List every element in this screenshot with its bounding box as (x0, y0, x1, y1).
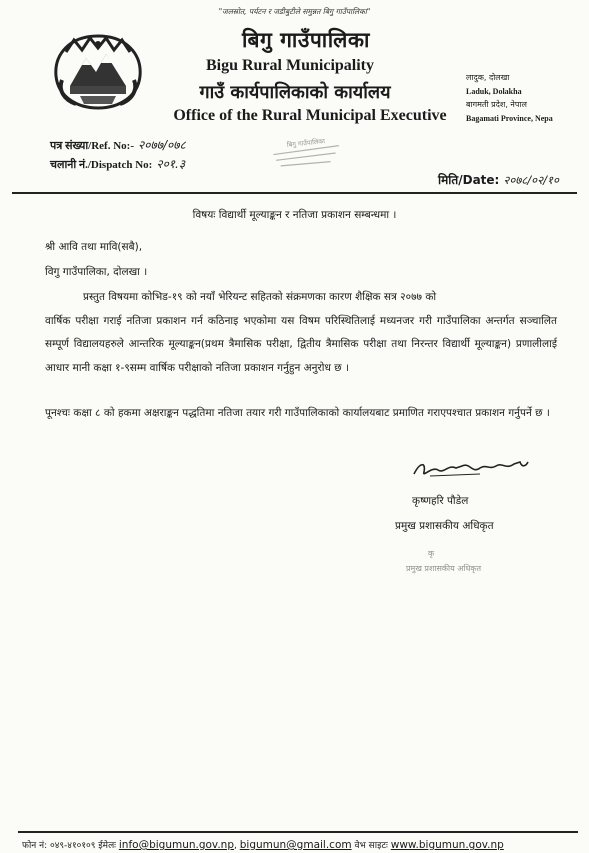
header-divider (12, 192, 577, 194)
office-stamp (268, 135, 347, 181)
signatory-title: प्रमुख प्रशासकीय अधिकृत (395, 520, 494, 532)
footer-contact: फोन नं: ०४९-४१०१०९ ईमेलः info@bigumun.gov.np, bigumun@gmail.com वेभ साइटः www.bigumun.gov.np (22, 839, 504, 851)
faded-stamp-title: प्रमुख प्रशासकीय अधिकृत (406, 564, 482, 573)
address-np-1: लादुक, दोलखा (466, 73, 510, 82)
address-en-1: Laduk, Dolakha (466, 87, 522, 96)
footer-email-label: ईमेलः (98, 841, 116, 851)
recipient-line-2: विगु गाउँपालिका, दोलखा । (45, 266, 148, 278)
address-np-2: बागमती प्रदेश, नेपाल (466, 100, 527, 109)
address-en-2: Bagamati Province, Nepa (466, 114, 553, 123)
letter-subject: विषयः विद्यार्थी मूल्याङ्कन र नतिजा प्रकाशन सम्बन्धमा । (192, 209, 397, 221)
office-name-en: Office of the Rural Municipal Executive (173, 107, 447, 124)
signature-icon (410, 456, 530, 482)
footer-email-info-link[interactable]: info@bigumun.gov.np (118, 839, 234, 851)
date-label: मिति/Date: (438, 173, 500, 187)
footer-web-label: वेभ साइटः (354, 841, 388, 851)
paragraph-1 (45, 286, 557, 380)
footer-divider (18, 831, 578, 833)
nepal-emblem-icon (48, 30, 148, 112)
signatory-name: कृष्णहरि पौडेल (412, 495, 469, 507)
reference-number (50, 136, 186, 153)
dispatch-number (50, 155, 185, 172)
slogan: "जलस्रोत, पर्यटन र जडीबुटीले समुन्नत बिगु गाउँपालिका" (218, 7, 371, 16)
date-value: २०७८/०२/१० (503, 173, 559, 187)
ref-value: २०७७/०७८ (138, 138, 186, 152)
municipality-name-en: Bigu Rural Municipality (205, 57, 375, 74)
municipality-name-np: बिगु गाउँपालिका (242, 28, 370, 52)
recipient-line-1: श्री आवि तथा मावि(सबै), (45, 241, 143, 253)
footer-website-link[interactable]: www.bigumun.gov.np (390, 839, 504, 851)
letter-date (438, 171, 559, 188)
paragraph-1-body: वार्षिक परीक्षा गराई नतिजा प्रकाशन गर्न कठिनाइ भएकोमा यस विषम परिस्थितिलाई मध्यनजर गरी गाउँपालिका अन्तर्गत सञ्चालित सम्पूर्ण विद्यालयहरुले आन्तरिक मूल्याङ्कन(प्रथम त्रैमासिक परीक्षा, द्वितीय त्रैमासिक परीक्षा तथा निरन्तर विद्यार्थी मूल्याङ्कन) प्रणालीलाई आधार मानी कक्षा १-९सम्म वार्षिक परीक्षाको नतिजा प्रकाशन गर्नुहुन अनुरोध छ । (45, 314, 557, 374)
footer-phone: फोन नं: ०४९-४१०१०९ (22, 841, 96, 851)
office-name-np: गाउँ कार्यपालिकाको कार्यालय (199, 82, 391, 103)
paragraph-2: पूनश्चः कक्षा ८ को हकमा अक्षराङ्कन पद्धतिमा नतिजा तयार गरी गाउँपालिकाको कार्यालयबाट प्रमाणित गराएपश्चात प्रकाशन गर्नुपर्ने छ । (45, 407, 550, 419)
dispatch-value: २०१.३ (156, 157, 186, 171)
dispatch-label: चलानी नं./Dispatch No: (50, 159, 153, 171)
stamp-text: बिगु गाउँपालिका (286, 137, 326, 150)
faded-stamp-name: कृ (428, 549, 435, 558)
footer-email-gmail-link[interactable]: bigumun@gmail.com (239, 839, 352, 851)
ref-label: पत्र संख्या/Ref. No:- (50, 140, 134, 152)
paragraph-1-first-line: प्रस्तुत विषयमा कोभिड-१९ को नयाँ भेरियन्ट सहितको संक्रमणका कारण शैक्षिक सत्र २०७७ को (83, 291, 437, 303)
